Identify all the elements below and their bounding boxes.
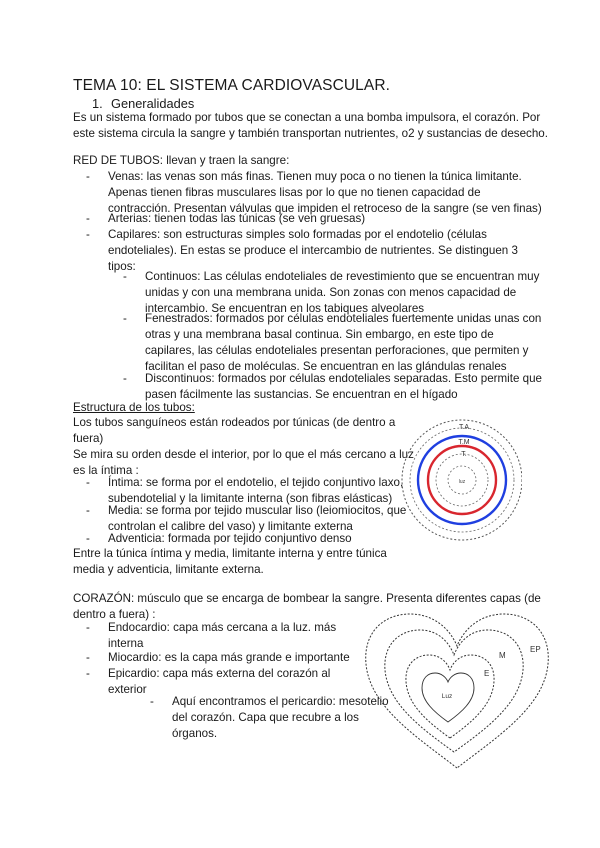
text-line: contracción. Presentan válvulas que impiden el retroceso de la sangre (se ven finas) — [108, 202, 542, 215]
text-line: unidas y con una membrana unida. Son zonas con menos capacidad de — [145, 286, 517, 299]
text-line: pasen fácilmente las sustancias. Se encuentran en el hígado — [145, 388, 458, 401]
label-luz: luz — [458, 479, 466, 485]
text-line: este sistema circula la sangre y también transportan nutrientes, o2 y sustancias de desecho. — [73, 127, 548, 140]
section-heading: Generalidades — [111, 96, 195, 111]
label-ta: T.A — [458, 424, 470, 431]
list-item-venas — [86, 169, 542, 217]
text-line: Discontinuos: formados por células endoteliales separadas. Esto permite que — [145, 372, 542, 385]
section-number: 1. — [92, 96, 103, 111]
text-line: Es un sistema formado por tubos que se conectan a una bomba impulsora, el corazón. Por — [73, 111, 541, 124]
text-line: tipos: — [108, 260, 136, 273]
sublist-item-pericardio — [150, 694, 389, 742]
text-line: interna — [108, 637, 144, 650]
text-line: exterior — [108, 683, 147, 696]
bullet-marker: - — [86, 667, 90, 680]
text-line: Capilares: son estructuras simples solo formadas por el endotelio (células — [108, 228, 487, 241]
section-paragraph — [73, 110, 548, 142]
text-line: otras y una membrana basal continua. Sin embargo, en este tipo de — [145, 328, 494, 341]
bullet-marker: - — [86, 170, 90, 183]
bullet-marker: - — [86, 621, 90, 634]
bullet-marker: - — [86, 228, 90, 241]
bullet-marker: - — [86, 476, 90, 489]
text-line: Aquí encontramos el pericardio: mesotelio — [172, 695, 389, 708]
estructura-heading: Estructura de los tubos: — [73, 401, 195, 414]
page-title: TEMA 10: EL SISTEMA CARDIOVASCULAR. — [73, 77, 391, 94]
sublist-item-continuos — [123, 269, 540, 317]
text-line: endoteliales). En estas se produce el intercambio de nutrientes. Se distinguen 3 — [108, 244, 518, 257]
text-line: controlan el calibre del vaso) y limitante externa — [108, 520, 353, 533]
sublist-item-discontinuos — [123, 371, 542, 403]
bullet-marker: - — [86, 504, 90, 517]
label-tm: T.M — [458, 439, 470, 446]
label-ti: T. — [461, 451, 467, 458]
bullet-marker: - — [86, 212, 90, 225]
red-tubos-intro: RED DE TUBOS: llevan y traen la sangre: — [73, 154, 290, 167]
text-line: fuera) — [73, 432, 104, 445]
text-line: Arterias: tienen todas las túnicas (se ven gruesas) — [108, 212, 366, 225]
bullet-marker: - — [86, 651, 90, 664]
text-line: capilares, las células endoteliales presentan perforaciones, que permiten y — [145, 344, 529, 357]
heart-layers-diagram — [362, 612, 552, 770]
text-line: Entre la túnica íntima y media, limitante interna y entre túnica — [73, 547, 387, 560]
epicardium-outline — [366, 614, 549, 768]
text-line: Fenestrados: formados por células endoteliales fuertemente unidas unas con — [145, 312, 542, 325]
list-item-endocardio — [86, 620, 337, 652]
text-line: dentro a fuera) : — [73, 608, 156, 621]
list-item-adventicia — [86, 531, 352, 547]
text-line: del corazón. Capa que recubre a los — [172, 711, 359, 724]
list-item-capilares — [86, 227, 518, 275]
bullet-marker: - — [150, 695, 154, 708]
bullet-marker: - — [123, 372, 127, 385]
text-line: órganos. — [172, 727, 218, 740]
text-line: Continuos: Las células endoteliales de revestimiento que se encuentran muy — [145, 270, 540, 283]
label-m: M — [499, 651, 506, 660]
list-item-arterias — [86, 211, 366, 227]
text-line: Endocardio: capa más cercana a la luz. más — [108, 621, 337, 634]
text-line: Venas: las venas son más finas. Tienen muy poca o no tienen la túnica limitante. — [108, 170, 522, 183]
text-line: subendotelial y la limitante interna (son fibras elásticas) — [108, 492, 393, 505]
text-line: facilitan el paso de moléculas. Se encuentran en las glándulas renales — [145, 360, 507, 373]
label-ep: EP — [530, 645, 541, 654]
text-line: Epicardio: capa más externa del corazón al — [108, 667, 331, 680]
text-line: CORAZÓN: músculo que se encarga de bombear la sangre. Presenta diferentes capas (de — [73, 592, 541, 605]
bullet-marker: - — [123, 312, 127, 325]
text-line: Miocardio: es la capa más grande e importante — [108, 651, 350, 664]
text-line: es la íntima : — [73, 464, 139, 477]
text-line: Adventicia: formada por tejido conjuntivo denso — [108, 532, 352, 545]
text-line: Apenas tienen fibras musculares lisas por lo que no tienen capacidad de — [108, 186, 481, 199]
text-line: media y adventicia, limitante externa. — [73, 563, 264, 576]
text-line: Media: se forma por tejido muscular liso (leiomiocitos, que — [108, 504, 407, 517]
text-line: Íntima: se forma por el endotelio, el tejido conjuntivo laxo, — [108, 476, 404, 489]
text-line: intercambio. Se encuentran en los tabiques alveolares — [145, 302, 425, 315]
bullet-marker: - — [86, 532, 90, 545]
estructura-intro — [73, 415, 414, 479]
label-e: E — [484, 669, 490, 678]
myocardium-outline — [385, 630, 523, 752]
vessel-cross-section-diagram — [400, 416, 522, 544]
estructura-outro — [73, 546, 387, 578]
text-line: Los tubos sanguíneos están rodeados por túnicas (de dentro a — [73, 416, 396, 429]
sublist-item-fenestrados — [123, 311, 542, 375]
bullet-marker: - — [123, 270, 127, 283]
text-line: Se mira su orden desde el interior, por lo que el más cercano a luz — [73, 448, 414, 461]
list-item-miocardio — [86, 650, 350, 666]
label-luz: Luz — [441, 693, 453, 700]
